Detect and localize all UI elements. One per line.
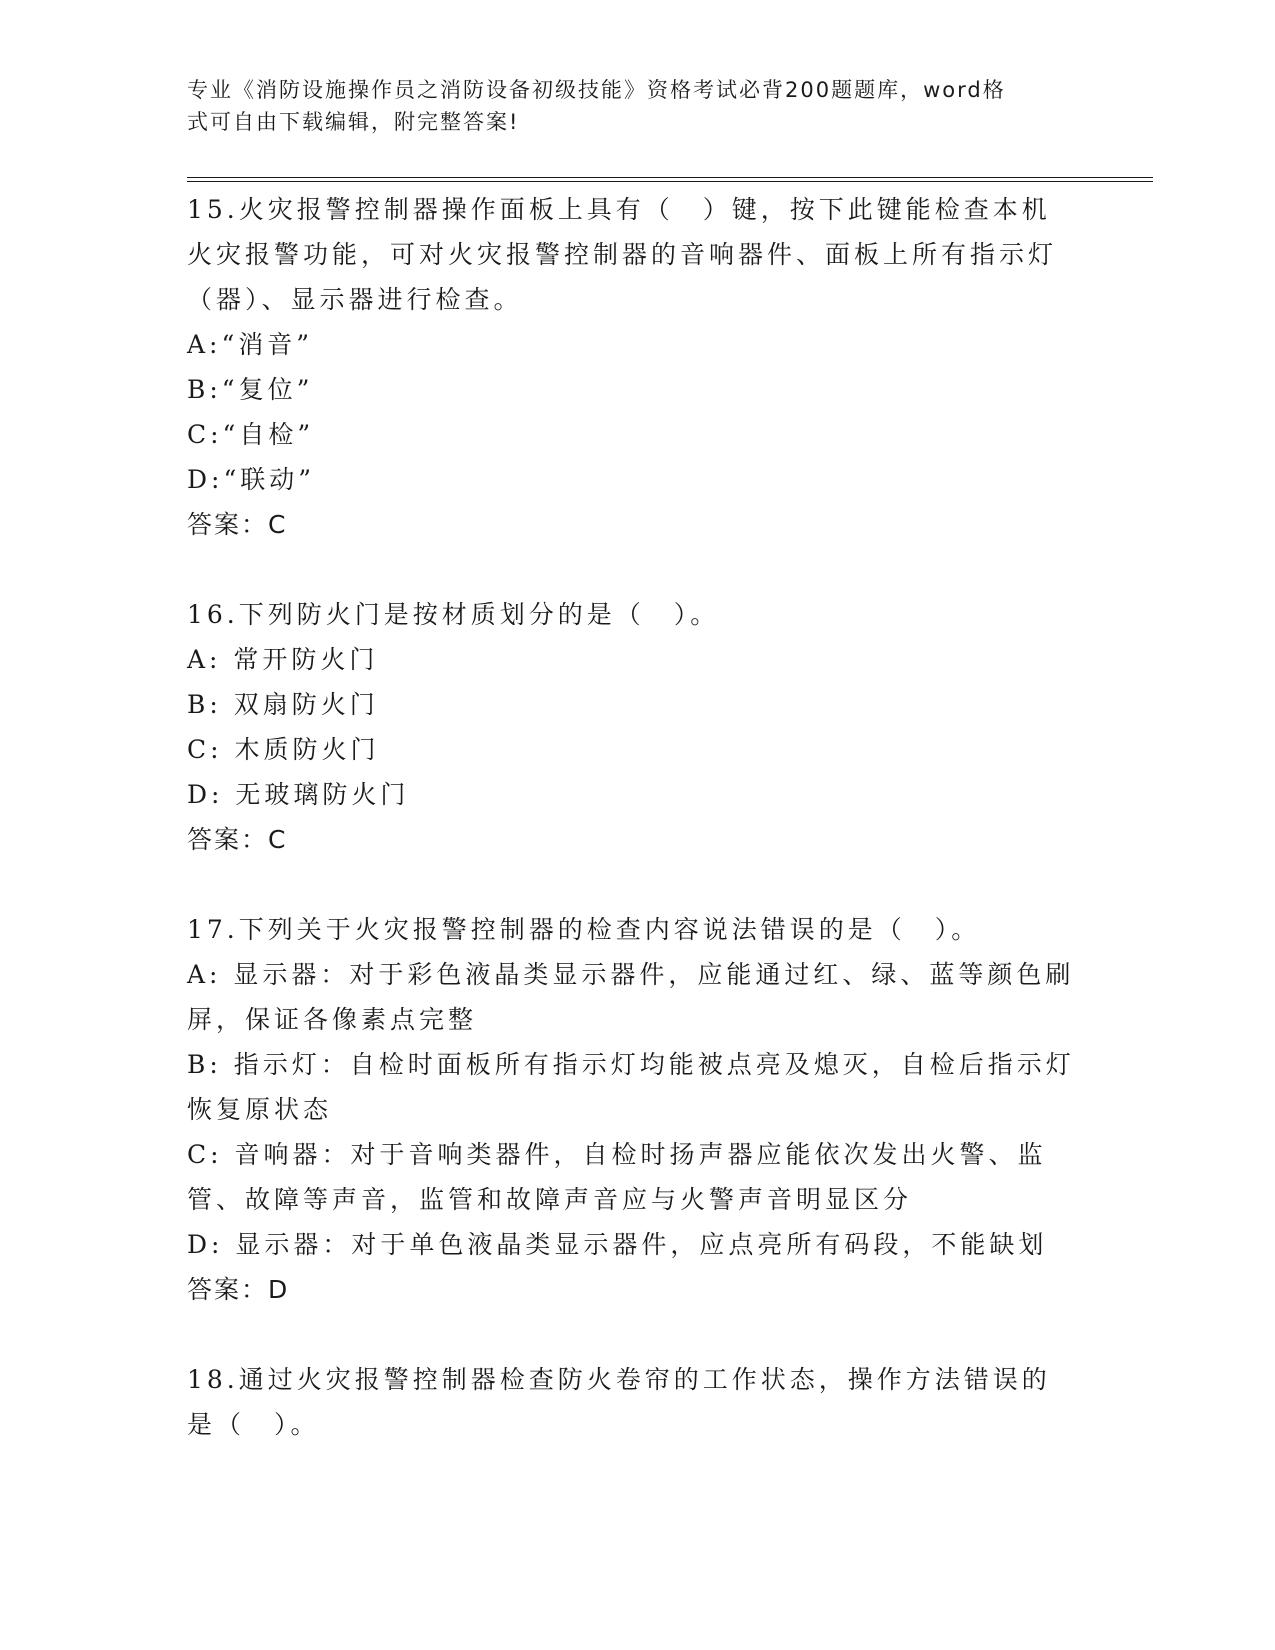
document-header [187,74,1067,138]
answer-line: 答案：C [187,510,288,539]
question-17 [187,907,1077,1312]
question-15 [187,187,1077,547]
header-line-2: 式可自由下载编辑，附完整答案! [187,110,520,134]
question-stem: 15.火灾报警控制器操作面板上具有（ ）键，按下此键能检查本机火灾报警功能，可对火灾报警控制器的音响器件、面板上所有指示灯（器）、显示器进行检查。 [187,195,1058,314]
option-a: A: 常开防火门 [187,645,379,674]
option-d: D: 无玻璃防火门 [187,780,410,809]
option-d: D: 显示器：对于单色液晶类显示器件，应点亮所有码段，不能缺划 [187,1230,1048,1259]
header-divider-top [187,177,1153,178]
option-b: B: 指示灯：自检时面板所有指示灯均能被点亮及熄灭，自检后指示灯恢复原状态 [187,1050,1075,1124]
question-list [187,187,1077,1492]
option-d: D:“联动” [187,465,316,494]
option-b: B: 双扇防火门 [187,690,379,719]
answer-line: 答案：C [187,825,288,854]
question-18 [187,1357,1077,1447]
header-line-1: 专业《消防设施操作员之消防设备初级技能》资格考试必背200题题库，word格 [187,78,1006,102]
question-16 [187,592,1077,862]
answer-line: 答案：D [187,1275,290,1304]
option-b: B:“复位” [187,375,314,404]
option-c: C: 音响器：对于音响类器件，自检时扬声器应能依次发出火警、监管、故障等声音，监管和故障声音应与火警声音明显区分 [187,1140,1047,1214]
question-stem: 16.下列防火门是按材质划分的是（ ）。 [187,600,720,629]
header-divider-bottom [187,181,1153,182]
option-c: C:“自检” [187,420,315,449]
question-stem: 18.通过火灾报警控制器检查防火卷帘的工作状态，操作方法错误的是（ ）。 [187,1365,1051,1439]
option-c: C: 木质防火门 [187,735,380,764]
option-a: A: 显示器：对于彩色液晶类显示器件，应能通过红、绿、蓝等颜色刷屏，保证各像素点完整 [187,960,1075,1034]
option-a: A:“消音” [187,330,314,359]
question-stem: 17.下列关于火灾报警控制器的检查内容说法错误的是（ ）。 [187,915,981,944]
